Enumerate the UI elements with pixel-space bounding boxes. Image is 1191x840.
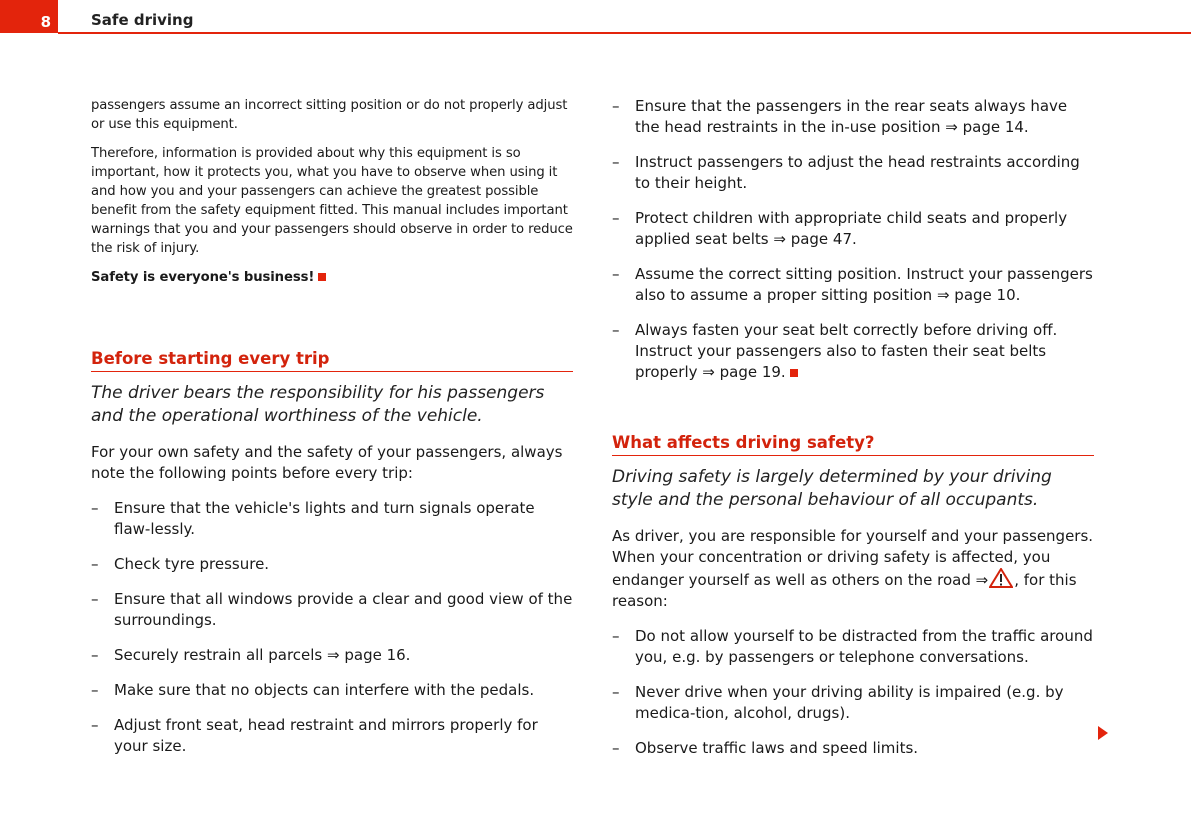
continue-arrow-icon — [1098, 726, 1108, 740]
paragraph: passengers assume an incorrect sitting position or do not properly adjust or use this equipment. — [91, 98, 568, 132]
end-marker-icon — [790, 369, 798, 377]
section-intro: The driver bears the responsibility for his passengers and the operational worthiness of the vehicle. — [91, 383, 545, 426]
checklist — [91, 498, 573, 757]
list-item: – Ensure that the passengers in the rear seats always have the head restraints in the in-use position ⇒ page 14. — [612, 96, 1094, 138]
list-item: – Never drive when your driving ability is impaired (e.g. by medica-tion, alcohol, drugs). — [612, 682, 1094, 724]
body-text: As driver, you are responsible for yourself and your passengers. When your concentration or driving safety is affected, you endanger yourself as well as others on the road ⇒ — [612, 527, 1094, 589]
page-header — [0, 0, 1191, 34]
header-rule — [58, 32, 1191, 34]
list-item: – Ensure that all windows provide a clear and good view of the surroundings. — [91, 589, 573, 631]
body-text: , for this reason: — [612, 571, 1077, 610]
emphasis-paragraph — [91, 268, 573, 287]
emphasis-text: Safety is everyone's business! — [91, 270, 315, 285]
paragraph: Therefore, information is provided about why this equipment is so important, how it protects you, what you have to observe when using it and how you and your passengers can achieve the greatest possible benefit from the safety equipment fitted. This manual includes important warnings that you and your passengers should observe in order to reduce the risk of injury. — [91, 146, 573, 256]
list-item: – Protect children with appropriate child seats and properly applied seat belts ⇒ page 47. — [612, 208, 1094, 250]
left-column — [91, 96, 573, 771]
list-item: – Make sure that no objects can interfere with the pedals. — [91, 680, 573, 701]
section-body — [612, 526, 1094, 612]
list-item: – Observe traffic laws and speed limits. — [612, 738, 1094, 759]
page-number: 8 — [0, 0, 58, 33]
warning-triangle-icon — [989, 568, 1013, 588]
list-item: – Assume the correct sitting position. Instruct your passengers also to assume a proper sitting position ⇒ page 10. — [612, 264, 1094, 306]
list-item: – Ensure that the vehicle's lights and turn signals operate flaw-lessly. — [91, 498, 573, 540]
list-item — [612, 320, 1094, 383]
list-item: – Instruct passengers to adjust the head restraints according to their height. — [612, 152, 1094, 194]
list-item-text: Always fasten your seat belt correctly before driving off. Instruct your passengers also to fasten their seat belts properly ⇒ page 19. — [635, 321, 1058, 381]
section-intro: Driving safety is largely determined by your driving style and the personal behaviour of all occupants. — [612, 467, 1052, 510]
section-heading: What affects driving safety? — [612, 433, 1094, 456]
end-marker-icon — [318, 273, 326, 281]
list-item: – Check tyre pressure. — [91, 554, 573, 575]
list-item: – Do not allow yourself to be distracted from the traffic around you, e.g. by passengers or telephone conversations. — [612, 626, 1094, 668]
checklist — [612, 626, 1094, 759]
list-item: – Adjust front seat, head restraint and mirrors properly for your size. — [91, 715, 573, 757]
page-title: Safe driving — [91, 11, 194, 29]
right-column — [612, 96, 1094, 773]
section-heading: Before starting every trip — [91, 349, 573, 372]
section-body: For your own safety and the safety of your passengers, always note the following points before every trip: — [91, 443, 563, 482]
checklist — [612, 96, 1094, 383]
list-item: – Securely restrain all parcels ⇒ page 16. — [91, 645, 573, 666]
